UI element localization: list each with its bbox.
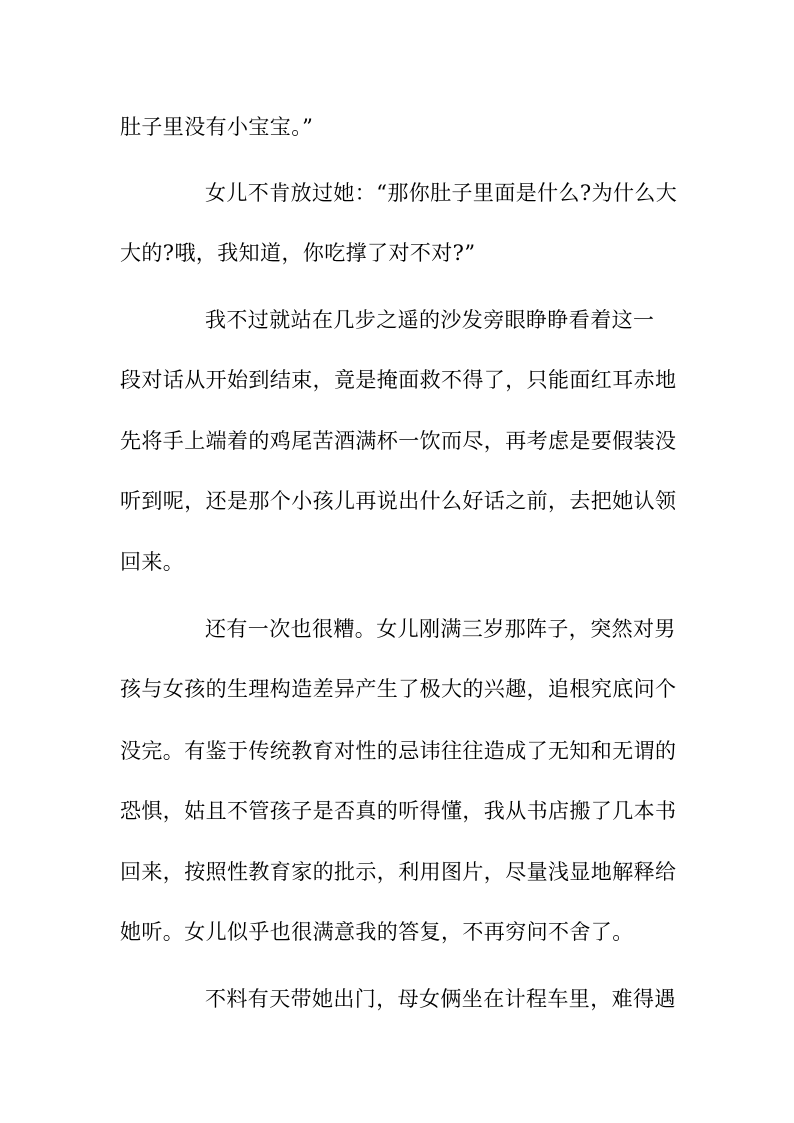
- text-line: 肚子里没有小宝宝。”: [120, 115, 314, 139]
- text-line: 回来。: [120, 550, 185, 574]
- text-line: 先将手上端着的鸡尾苦酒满杯一饮而尽，再考虑是要假装没: [120, 429, 677, 453]
- text-line: 听到呢，还是那个小孩儿再说出什么好话之前，去把她认领: [120, 489, 677, 513]
- text-line: 孩与女孩的生理构造差异产生了极大的兴趣，追根究底问个: [120, 677, 677, 701]
- paragraph-first-line: 还有一次也很糟。女儿刚满三岁那阵子，突然对男: [205, 617, 676, 641]
- text-line: 回来，按照性教育家的批示，利用图片，尽量浅显地解释给: [120, 860, 677, 884]
- text-line: 没完。有鉴于传统教育对性的忌讳往往造成了无知和无谓的: [120, 739, 677, 763]
- text-line: 恐惧，姑且不管孩子是否真的听得懂，我从书店搬了几本书: [120, 799, 677, 823]
- text-line: 她听。女儿似乎也很满意我的答复，不再穷问不舍了。: [120, 920, 634, 944]
- paragraph-first-line: 我不过就站在几步之遥的沙发旁眼睁睁看着这一: [205, 308, 655, 332]
- paragraph-first-line: 不料有天带她出门，母女俩坐在计程车里，难得遇: [205, 987, 676, 1011]
- paragraph-first-line: 女儿不肯放过她：“那你肚子里面是什么?为什么大: [205, 181, 678, 205]
- text-line: 大的?哦，我知道，你吃撑了对不对?”: [120, 241, 476, 265]
- text-line: 段对话从开始到结束，竟是掩面救不得了，只能面红耳赤地: [120, 368, 677, 392]
